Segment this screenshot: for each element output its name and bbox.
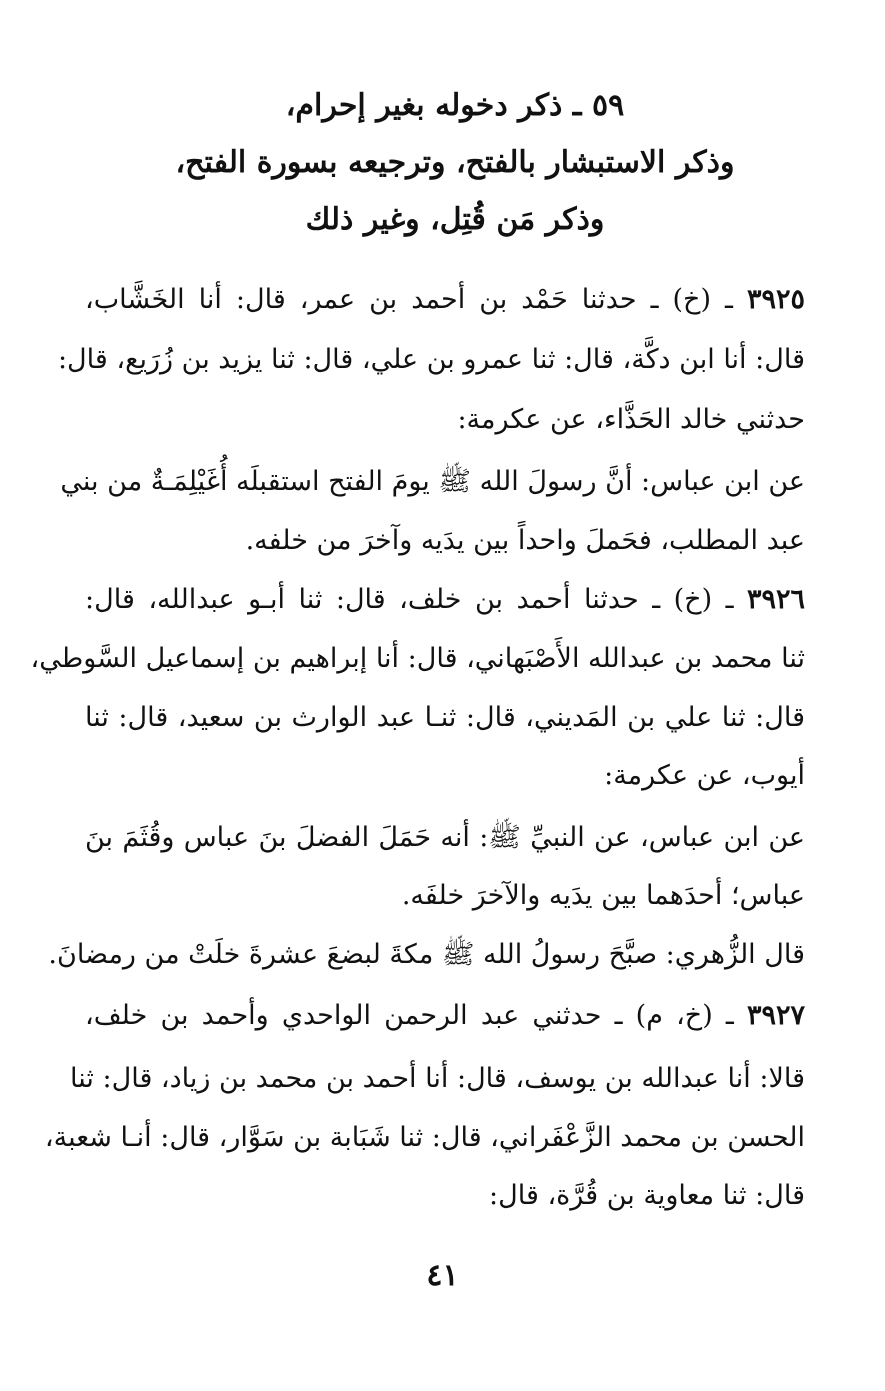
hadith-3927-line-4: قال: ثنا معاوية بن قُرَّة، قال: xyxy=(489,1180,805,1211)
hadith-3926-line-3: قال: ثنا علي بن المَديني، قال: ثنـا عبد الوارث بن سعيد، قال: ثنا xyxy=(85,702,805,733)
hadith-3925-line-2: قال: أنا ابن دكَّة، قال: ثنا عمرو بن علي، قال: ثنا يزيد بن زُرَيع، قال: xyxy=(57,344,805,375)
hadith-3927-line-3: الحسن بن محمد الزَّعْفَراني، قال: ثنا شَبَابة بن سَوَّار، قال: أنـا شعبة، xyxy=(44,1122,805,1153)
hadith-number-3927: ٣٩٢٧ xyxy=(746,1000,805,1031)
hadith-number-3925: ٣٩٢٥ xyxy=(746,284,805,315)
hadith-3927-line-1-text: ـ (خ، م) ـ حدثني عبد الرحمن الواحدي وأحمد بن خلف، xyxy=(85,1000,747,1031)
chapter-title-line-3: وذكر مَن قُتِل، وغير ذلك xyxy=(305,202,605,237)
hadith-3926-line-1-text: ـ (خ) ـ حدثنا أحمد بن خلف، قال: ثنا أبـو عبدالله، قال: xyxy=(85,584,747,615)
hadith-3927-line-2: قالا: أنا عبدالله بن يوسف، قال: أنا أحمد بن محمد بن زياد، قال: ثنا xyxy=(70,1063,805,1094)
hadith-3926-line-7: قال الزُّهري: صبَّحَ رسولُ الله ﷺ مكةَ لبضعَ عشرةَ خلَتْ من رمضانَ. xyxy=(48,939,805,970)
hadith-3925-line-1 xyxy=(85,284,805,316)
hadith-3926-line-6: عباس؛ أحدَهما بين يدَيه والآخرَ خلفَه. xyxy=(401,880,805,911)
hadith-3926-line-4: أيوب، عن عكرمة: xyxy=(604,760,805,791)
hadith-number-3926: ٣٩٢٦ xyxy=(746,584,805,615)
hadith-3925-line-4: عن ابن عباس: أنَّ رسولَ الله ﷺ يومَ الفتح استقبلَه أُغَيْلِمَـةٌ من بني xyxy=(60,466,805,497)
hadith-3926-line-2: ثنا محمد بن عبدالله الأَصْبَهاني، قال: أنا إبراهيم بن إسماعيل السَّوطي، xyxy=(30,643,805,674)
chapter-title-line-2: وذكر الاستبشار بالفتح، وترجيعه بسورة الفتح، xyxy=(175,145,735,180)
hadith-3927-line-1 xyxy=(85,1000,805,1032)
hadith-3926-line-5: عن ابن عباس، عن النبيِّ ﷺ: أنه حَمَلَ الفضلَ بنَ عباس وقُثَمَ بنَ xyxy=(85,822,805,853)
hadith-3925-line-3: حدثني خالد الحَذَّاء، عن عكرمة: xyxy=(457,404,805,435)
hadith-3925-line-5: عبد المطلب، فحَملَ واحداً بين يدَيه وآخرَ من خلفه. xyxy=(245,525,805,556)
page-number: ٤١ xyxy=(426,1258,459,1293)
chapter-title-line-1: ٥٩ ـ ذكر دخوله بغير إحرام، xyxy=(285,88,625,123)
hadith-3925-line-1-text: ـ (خ) ـ حدثنا حَمْد بن أحمد بن عمر، قال: أنا الخَشَّاب، xyxy=(85,284,747,315)
hadith-3926-line-1 xyxy=(85,584,805,616)
